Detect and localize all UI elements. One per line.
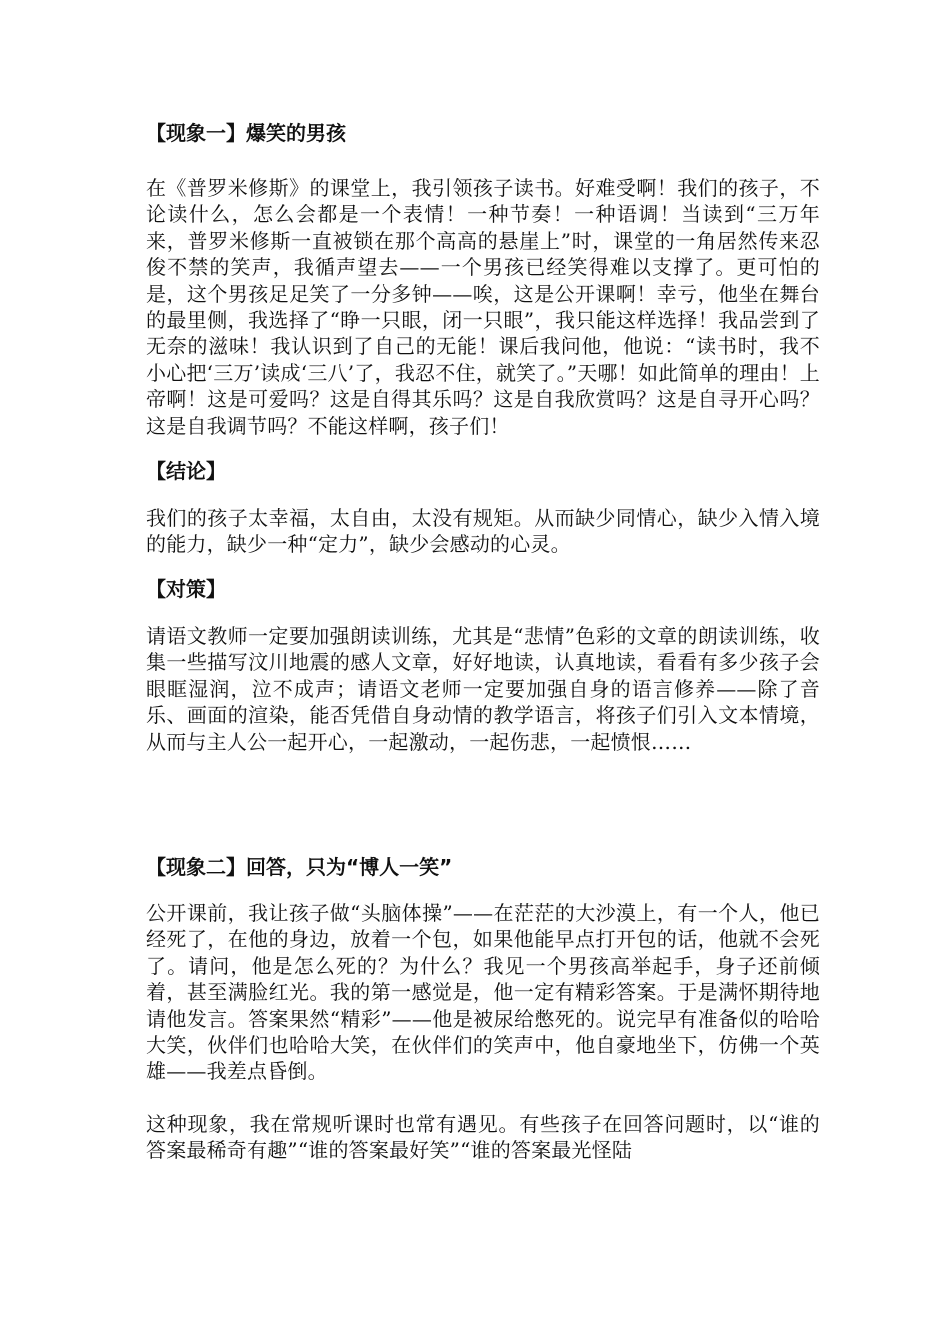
paragraph-countermeasure: 请语文教师一定要加强朗读训练，尤其是“悲情”色彩的文章的朗读训练，收集一些描写汶川地震的感人文章，好好地读，认真地读，看看有多少孩子会眼眶湿润，泣不成声；请语文老师一定要加强自身的语言修养——除了音乐、画面的渲染，能否凭借自身动情的教学语言，将孩子们引入文本情境，从而与主人公一起开心，一起激动，一起伤悲，一起愤恨…… xyxy=(146,623,820,754)
paragraph-phenomenon-two: 公开课前，我让孩子做“头脑体操”——在茫茫的大沙漠上，有一个人，他已经死了，在他的身边，放着一个包，如果他能早点打开包的话，他就不会死了。请问，他是怎么死的？为什么？我见一个男孩高举起手，身子还前倾着，甚至满脸红光。我的第一感觉是，他一定有精彩答案。于是满怀期待地请他发言。答案果然“精彩”——他是被尿给憋死的。说完早有准备似的哈哈大笑，伙伴们也哈哈大笑，在伙伴们的笑声中，他自豪地坐下，仿佛一个英雄——我差点昏倒。 xyxy=(146,900,820,1084)
paragraph-phenomenon-two-continued: 这种现象，我在常规听课时也常有遇见。有些孩子在回答问题时，以“谁的答案最稀奇有趣”“谁的答案最好笑”“谁的答案最光怪陆 xyxy=(146,1111,820,1163)
section-heading-conclusion: 【结论】 xyxy=(146,459,226,484)
section-heading-phenomenon-one: 【现象一】爆笑的男孩 xyxy=(146,121,346,145)
paragraph-phenomenon-one: 在《普罗米修斯》的课堂上，我引领孩子读书。好难受啊！我们的孩子，不论读什么，怎么会都是一个表情！一种节奏！一种语调！当读到“三万年来，普罗米修斯一直被锁在那个高高的悬崖上”时，课堂的一角居然传来忍俊不禁的笑声，我循声望去——一个男孩已经笑得难以支撑了。更可怕的是，这个男孩足足笑了一分多钟——唉，这是公开课啊！幸亏，他坐在舞台的最里侧，我选择了“睁一只眼，闭一只眼”，我只能这样选择！我品尝到了无奈的滋味！我认识到了自己的无能！课后我问他，他说：“读书时，我不小心把‘三万’读成‘三八’了，我忍不住，就笑了。”天哪！如此简单的理由！上帝啊！这是可爱吗？这是自得其乐吗？这是自我欣赏吗？这是自寻开心吗？这是自我调节吗？不能这样啊，孩子们！ xyxy=(146,176,820,438)
document-page xyxy=(146,120,820,1164)
paragraph-conclusion: 我们的孩子太幸福，太自由，太没有规矩。从而缺少同情心，缺少入情入境的能力，缺少一种“定力”，缺少会感动的心灵。 xyxy=(146,506,820,557)
section-heading-phenomenon-two: 【现象二】回答，只为“博人一笑” xyxy=(146,854,453,879)
section-heading-countermeasure: 【对策】 xyxy=(146,576,226,601)
